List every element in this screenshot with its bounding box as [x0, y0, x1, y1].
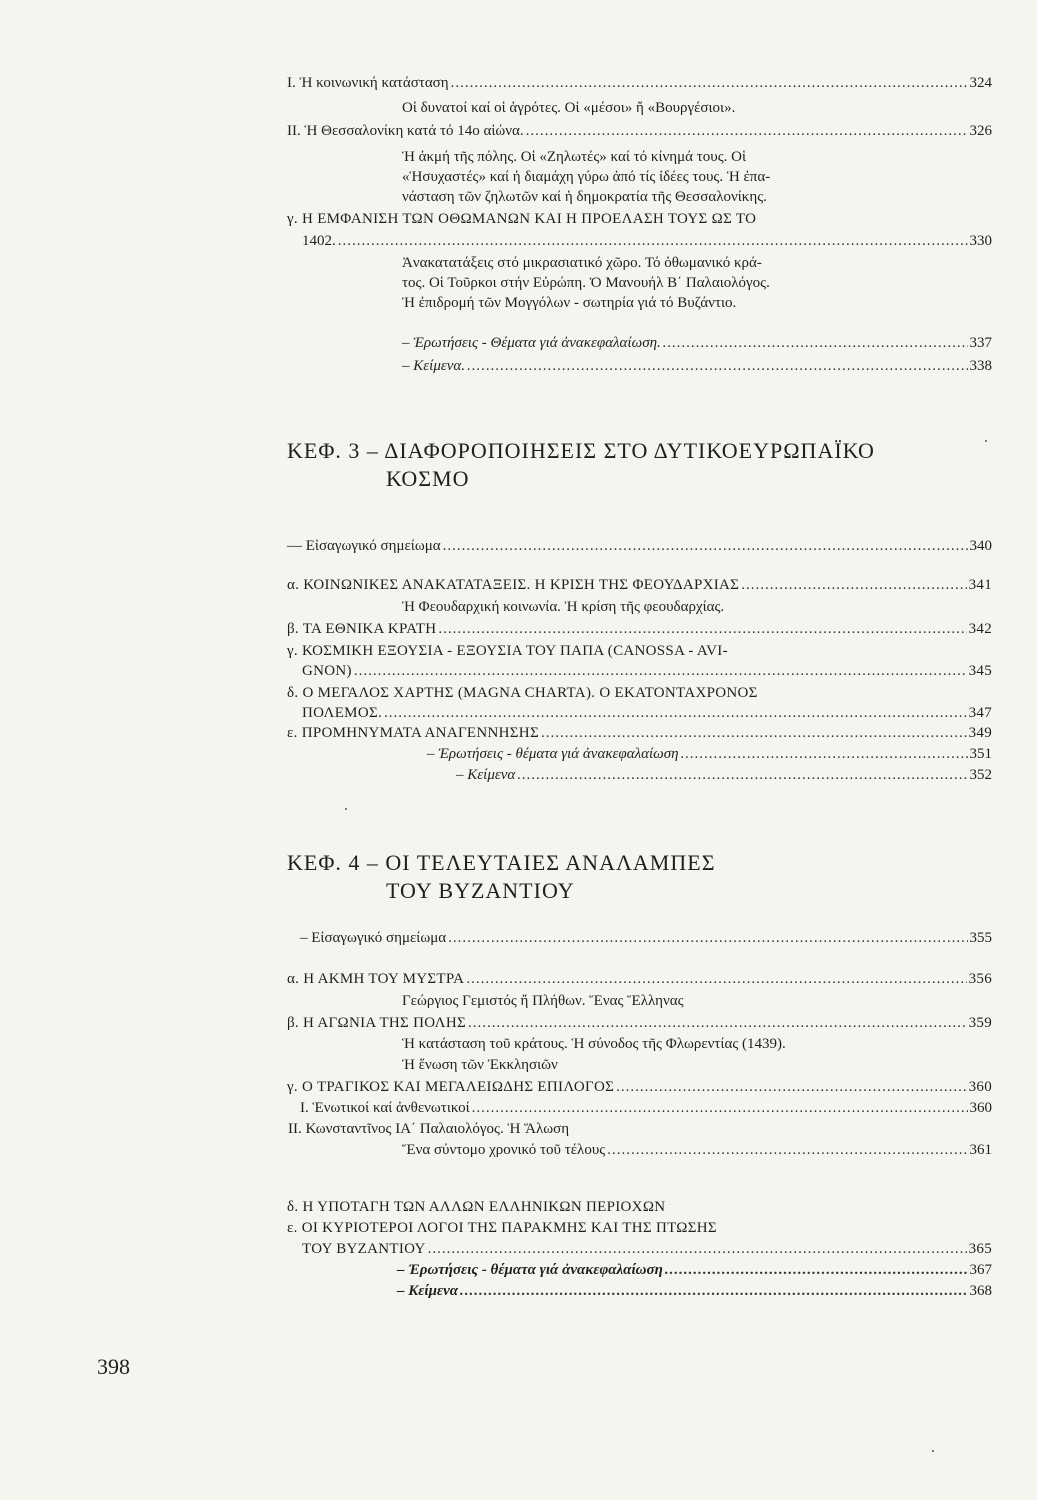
leader-dots [451, 74, 968, 92]
page-ref: 360 [968, 1079, 992, 1095]
entry-description: νάσταση τῶν ζηλωτῶν καί ἡ δημοκρατία τῆς Θεσσαλονίκης. [402, 189, 767, 205]
section-title: δ. Ο ΜΕΓΑΛΟΣ ΧΑΡΤΗΣ (MAGNA CHARTA). Ο ΕΚΑΤΟΝΤΑΧΡΟΝΟΣ [287, 685, 758, 701]
chapter-heading-cont: ΤΟΥ ΒΥΖΑΝΤΙΟΥ [386, 878, 575, 903]
page-ref: 338 [969, 358, 992, 374]
toc-entry [287, 620, 992, 638]
page-ref: 367 [969, 1262, 992, 1278]
leader-dots [338, 232, 968, 250]
entry-description: Γεώργιος Γεμιστός ἤ Πλήθων. Ἕνας Ἕλληνας [402, 993, 684, 1009]
entry-title: β. Η ΑΓΩΝΙΑ ΤΗΣ ΠΟΛΗΣ [287, 1015, 467, 1031]
page-ref: 342 [968, 621, 992, 637]
toc-entry [287, 724, 992, 742]
entry-description: Ἡ ἕνωση τῶν Ἐκκλησιῶν [402, 1057, 558, 1073]
leader-dots [541, 724, 967, 742]
entry-title: ΤΟΥ ΒΥΖΑΝΤΙΟΥ [302, 1241, 426, 1257]
leader-dots [607, 1141, 967, 1159]
page-ref: 330 [969, 233, 992, 249]
section-title: γ. Η ΕΜΦΑΝΙΣΗ ΤΩΝ ΟΘΩΜΑΝΩΝ ΚΑΙ Η ΠΡΟΕΛΑΣΗ ΤΟΥΣ ΩΣ ΤΟ [287, 211, 757, 227]
leader-dots [663, 334, 968, 352]
toc-entry [402, 334, 992, 352]
leader-dots [467, 357, 967, 375]
entry-description: «Ἡσυχαστές» καί ἡ διαμάχη γύρω ἀπό τίς ἰδέες τους. Ἡ ἐπα- [402, 169, 771, 185]
section-title: γ. ΚΟΣΜΙΚΗ ΕΞΟΥΣΙΑ - ΕΞΟΥΣΙΑ ΤΟΥ ΠΑΠΑ (CANOSSA - AVI- [287, 643, 728, 659]
page-ref: 360 [969, 1100, 992, 1116]
page-ref: 359 [968, 1015, 992, 1031]
entry-title: – Εἰσαγωγικό σημείωμα [300, 930, 447, 946]
chapter-heading: ΚΕΦ. 4 – ΟΙ ΤΕΛΕΥΤΑΙΕΣ ΑΝΑΛΑΜΠΕΣ [287, 850, 716, 875]
toc-entry [397, 1282, 992, 1300]
page-ref: 347 [968, 705, 992, 721]
leader-dots [526, 122, 968, 140]
toc-entry [287, 122, 992, 140]
section-title: ε. ΟΙ ΚΥΡΙΟΤΕΡΟΙ ΛΟΓΟΙ ΤΗΣ ΠΑΡΑΚΜΗΣ ΚΑΙ ΤΗΣ ΠΤΩΣΗΣ [287, 1220, 717, 1236]
toc-entry [302, 1240, 992, 1258]
page-ref: 356 [968, 971, 992, 987]
page-number: 398 [97, 1354, 130, 1379]
entry-title: – Κείμενα [456, 767, 516, 783]
page-ref: 337 [969, 335, 992, 351]
leader-dots [472, 1099, 968, 1117]
leader-dots [517, 766, 967, 784]
leader-dots [741, 576, 966, 594]
page-ref: 352 [969, 767, 992, 783]
entry-description: ΙΙ. Κωνσταντῖνος ΙΑ΄ Παλαιολόγος. Ἡ Ἅλωση [288, 1121, 570, 1137]
entry-title: α. ΚΟΙΝΩΝΙΚΕΣ ΑΝΑΚΑΤΑΤΑΞΕΙΣ. Η ΚΡΙΣΗ ΤΗΣ ΦΕΟΥΔΑΡΧΙΑΣ [287, 577, 740, 593]
leader-dots [466, 970, 966, 988]
toc-entry [402, 357, 992, 375]
entry-title: 1402. [302, 233, 336, 249]
page-ref: 361 [969, 1142, 992, 1158]
page-ref: 326 [969, 123, 992, 139]
entry-description: Ἀνακατατάξεις στό μικρασιατικό χῶρο. Τό ὀθωμανικό κρά- [402, 255, 762, 271]
toc-entry [287, 970, 992, 988]
entry-title: α. Η ΑΚΜΗ ΤΟΥ ΜΥΣΤΡΑ [287, 971, 465, 987]
entry-title: – Κείμενα [397, 1283, 459, 1299]
entry-title: Ἕνα σύντομο χρονικό τοῦ τέλους [402, 1142, 606, 1158]
leader-dots [354, 662, 967, 680]
chapter-heading-cont: ΚΟΣΜΟ [386, 466, 470, 491]
page-ref: 341 [968, 577, 992, 593]
toc-entry [287, 576, 992, 594]
print-speck [932, 1450, 934, 1452]
leader-dots [665, 1261, 968, 1279]
leader-dots [448, 929, 967, 947]
chapter-heading: ΚΕΦ. 3 – ΔΙΑΦΟΡΟΠΟΙΗΣΕΙΣ ΣΤΟ ΔΥΤΙΚΟΕΥΡΩΠΑΪΚΟ [287, 438, 875, 463]
print-speck [985, 440, 987, 442]
toc-entry [300, 929, 992, 947]
toc-entry [287, 537, 992, 555]
leader-dots [438, 620, 966, 638]
toc-entry [287, 74, 992, 92]
page-ref: 365 [968, 1241, 992, 1257]
toc-entry [397, 1261, 992, 1279]
entry-title: Ι. Ἑνωτικοί καί ἀνθενωτικοί [300, 1100, 470, 1116]
entry-title: GNON) [302, 663, 352, 679]
page-ref: 340 [969, 538, 992, 554]
entry-title: ε. ΠΡΟΜΗΝΥΜΑΤΑ ΑΝΑΓΕΝΝΗΣΗΣ [287, 725, 539, 741]
section-title: δ. Η ΥΠΟΤΑΓΗ ΤΩΝ ΑΛΛΩΝ ΕΛΛΗΝΙΚΩΝ ΠΕΡΙΟΧΩΝ [287, 1199, 666, 1215]
entry-title: ΠΟΛΕΜΟΣ. [302, 705, 383, 721]
leader-dots [384, 704, 967, 722]
entry-description: Ἡ ἀκμή τῆς πόλης. Οἱ «Ζηλωτές» καί τό κίνημά τους. Οἱ [402, 149, 747, 165]
toc-entry [302, 662, 992, 680]
leader-dots [428, 1240, 967, 1258]
print-speck [345, 808, 347, 810]
page-ref: 355 [969, 930, 992, 946]
entry-description: τος. Οἱ Τοῦρκοι στήν Εὐρώπη. Ὁ Μανουήλ Β΄ Παλαιολόγος. [402, 275, 770, 291]
entry-title: – Κείμενα. [402, 358, 466, 374]
toc-entry [300, 1099, 992, 1117]
toc-entry [302, 232, 992, 250]
entry-title: β. ΤΑ ΕΘΝΙΚΑ ΚΡΑΤΗ [287, 621, 437, 637]
entry-description: Ἡ Φεουδαρχική κοινωνία. Ἡ κρίση τῆς φεουδαρχίας. [402, 599, 725, 615]
entry-title: Ι. Ἡ κοινωνική κατάσταση [287, 75, 449, 91]
entry-title: γ. Ο ΤΡΑΓΙΚΟΣ ΚΑΙ ΜΕΓΑΛΕΙΩΔΗΣ ΕΠΙΛΟΓΟΣ [287, 1079, 615, 1095]
page-ref: 351 [969, 746, 992, 762]
entry-title: — Εἰσαγωγικό σημείωμα [287, 538, 441, 554]
toc-entry [456, 766, 992, 784]
toc-entry [427, 745, 992, 763]
toc-entry [402, 1141, 992, 1159]
entry-title: – Ἐρωτήσεις - θέματα γιά ἀνακεφαλαίωση [427, 746, 679, 762]
leader-dots [460, 1282, 967, 1300]
page-ref: 324 [969, 75, 992, 91]
leader-dots [616, 1078, 966, 1096]
entry-description: Οἱ δυνατοί καί οἱ ἀγρότες. Οἱ «μέσοι» ἤ «Βουργέσιοι». [402, 100, 736, 116]
page-ref: 349 [968, 725, 992, 741]
entry-title: – Ἐρωτήσεις - Θέματα γιά ἀνακεφαλαίωση. [402, 335, 661, 351]
entry-title: – Ἐρωτήσεις - θέματα γιά ἀνακεφαλαίωση [397, 1262, 663, 1278]
page-ref: 345 [968, 663, 992, 679]
toc-entry [302, 704, 992, 722]
toc-entry [287, 1014, 992, 1032]
entry-title: ΙΙ. Ἡ Θεσσαλονίκη κατά τό 14ο αἰώνα. [287, 123, 524, 139]
entry-description: Ἡ ἐπιδρομή τῶν Μογγόλων - σωτηρία γιά τό Βυζάντιο. [402, 295, 737, 311]
toc-entry [287, 1078, 992, 1096]
page-ref: 368 [969, 1283, 992, 1299]
leader-dots [681, 745, 968, 763]
leader-dots [443, 537, 968, 555]
entry-description: Ἡ κατάσταση τοῦ κράτους. Ἡ σύνοδος τῆς Φλωρεντίας (1439). [402, 1036, 786, 1052]
leader-dots [468, 1014, 967, 1032]
